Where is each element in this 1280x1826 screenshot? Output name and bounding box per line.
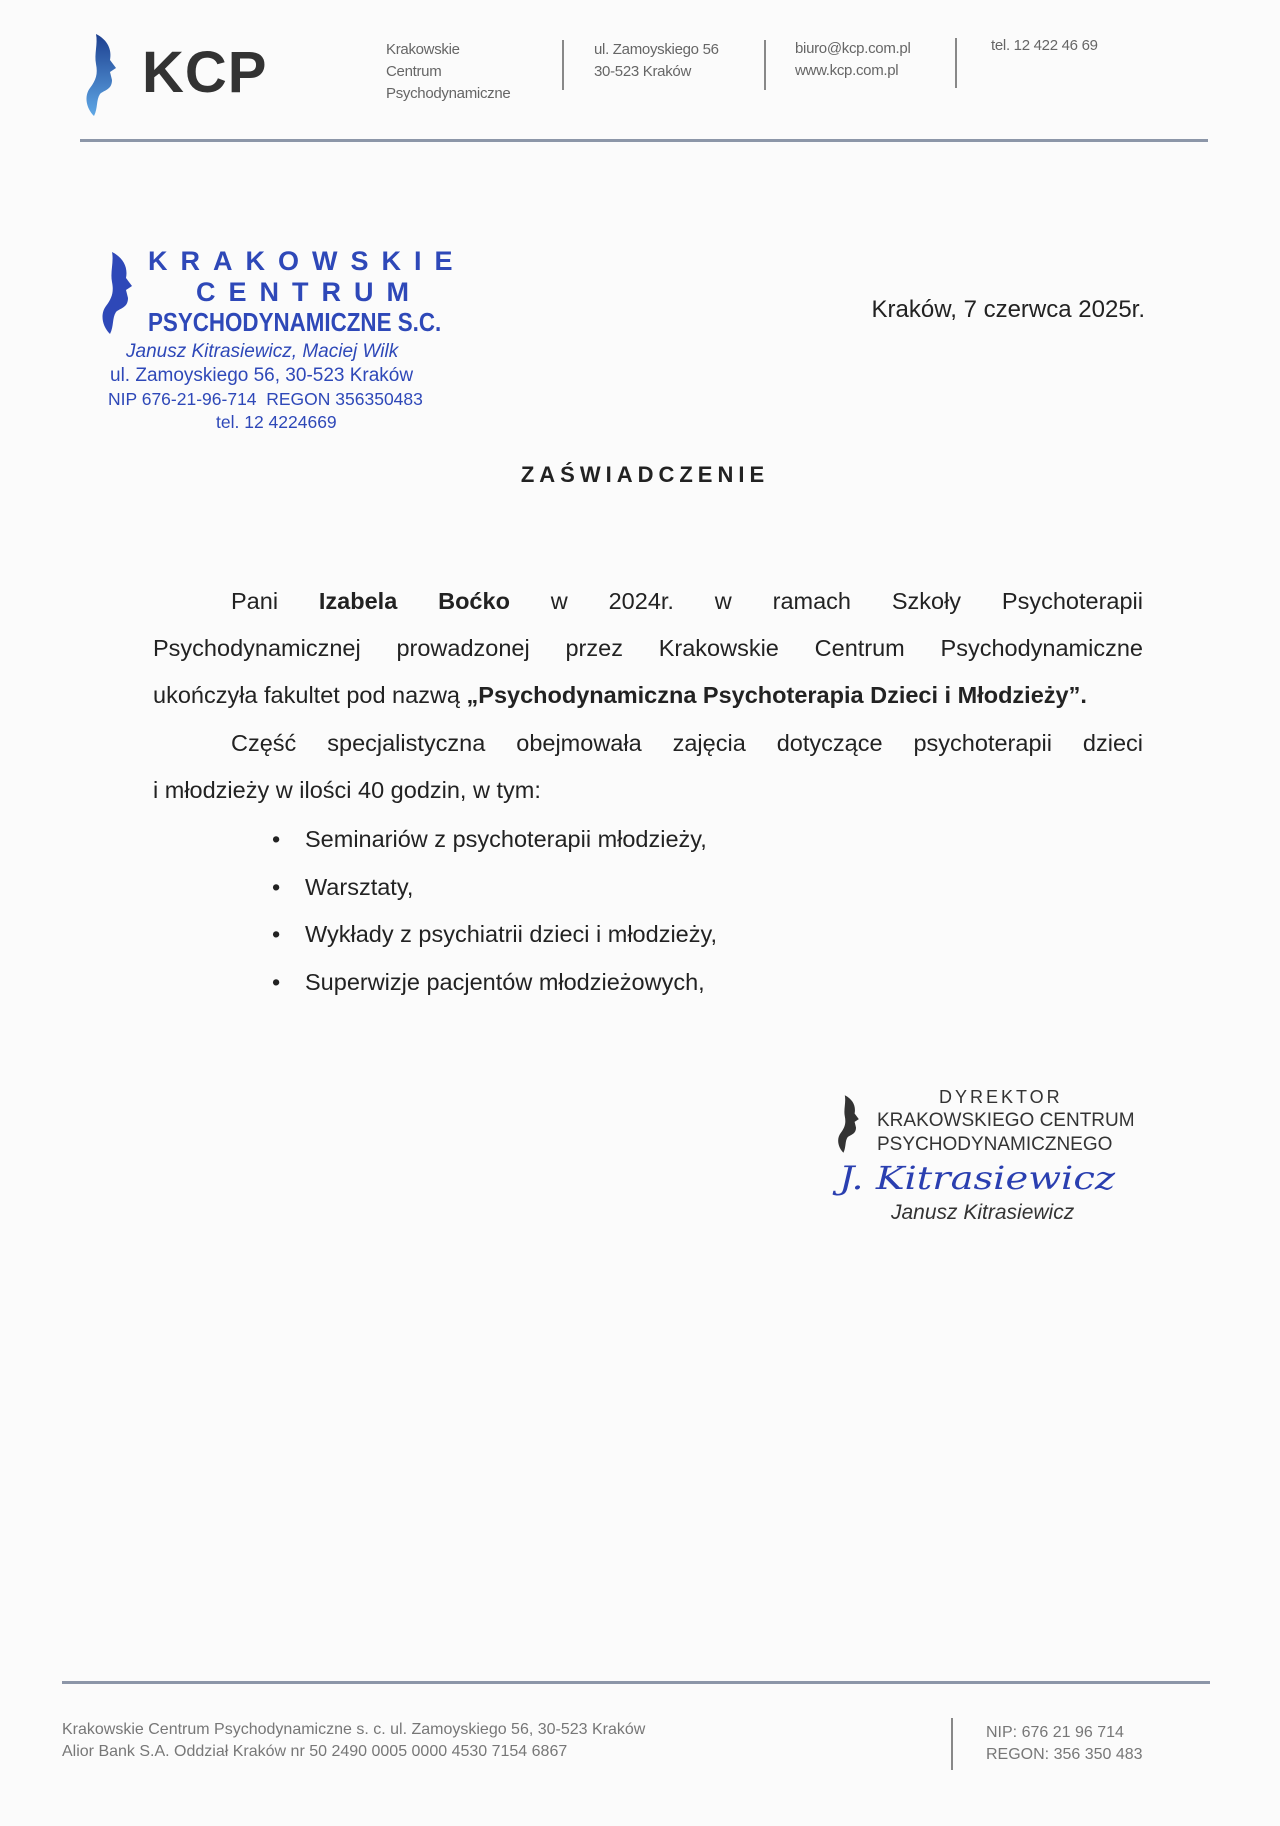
paragraph-line: Psychodynamicznej prowadzonej przez Krakowskie Centrum Psychodynamiczne: [153, 635, 1143, 661]
list-item: [272, 959, 717, 1007]
date: Kraków, 7 czerwca 2025r.: [871, 296, 1145, 323]
divider: [764, 40, 766, 90]
text: w: [714, 588, 732, 614]
director-title: PSYCHODYNAMICZNEGO: [877, 1134, 1113, 1155]
list-item-text: Superwizje pacjentów młodzieżowych,: [305, 968, 705, 995]
bullet-icon: •: [272, 826, 281, 852]
handwritten-signature: J. Kitrasiewicz: [839, 1159, 1116, 1197]
phone: tel. 12 422 46 69: [991, 37, 1098, 54]
footer-rule: [62, 1681, 1210, 1684]
stamp-profile-icon: [98, 248, 138, 338]
director-title: DYREKTOR: [939, 1087, 1063, 1107]
footer-nip: NIP: 676 21 96 714: [986, 1724, 1124, 1741]
bullet-icon: •: [272, 921, 281, 947]
director-title: KRAKOWSKIEGO CENTRUM: [877, 1110, 1135, 1131]
text: Pani: [231, 588, 279, 614]
stamp-address: ul. Zamoyskiego 56, 30-523 Kraków: [110, 365, 414, 386]
company-stamp: [96, 246, 486, 442]
paragraph-2: [153, 720, 1143, 814]
footer-regon: REGON: 356 350 483: [986, 1746, 1143, 1763]
text: 2024r.: [608, 588, 674, 614]
letterhead: [0, 0, 1280, 150]
divider: [955, 38, 957, 88]
text: Szkoły: [891, 588, 962, 614]
paragraph-line: [153, 578, 1143, 625]
head-profile-logo-icon: [82, 34, 122, 116]
document-title: ZAŚWIADCZENIE: [520, 462, 770, 487]
footer-line: Krakowskie Centrum Psychodynamiczne s. c. ul. Zamoyskiego 56, 30-523 Kraków: [62, 1721, 646, 1738]
text: ukończyła fakultet pod nazwą: [153, 682, 467, 708]
faculty-name: „Psychodynamiczna Psychoterapia Dzieci i Młodzieży”.: [466, 682, 1087, 708]
header-rule: [80, 139, 1208, 142]
bullet-icon: •: [272, 873, 281, 900]
paragraph-1: [153, 578, 1143, 719]
stamp-line2: CENTRUM: [196, 277, 422, 307]
list-item: [272, 911, 717, 959]
contact: [795, 38, 910, 82]
stamp-owners: Janusz Kitrasiewicz, Maciej Wilk: [126, 341, 399, 362]
paragraph-line: Część specjalistyczna obejmowała zajęcia dotyczące psychoterapii dzieci: [231, 730, 1143, 756]
course-list: [272, 816, 717, 1006]
org-name: [386, 39, 510, 105]
list-item-text: Seminariów z psychoterapii młodzieży,: [305, 826, 707, 852]
director-name: Janusz Kitrasiewicz: [891, 1201, 1075, 1224]
address-line: ul. Zamoyskiego 56: [594, 41, 719, 58]
stamp-line1: KRAKOWSKIE: [148, 246, 466, 276]
website-link[interactable]: www.kcp.com.pl: [795, 62, 899, 79]
divider: [951, 1718, 953, 1770]
org-line: Centrum: [386, 63, 442, 80]
org-line: Krakowskie: [386, 41, 460, 58]
stamp-ids: NIP 676-21-96-714 REGON 356350483: [108, 389, 423, 409]
paragraph-line: i młodzieży w ilości 40 godzin, w tym:: [153, 777, 541, 803]
paragraph-line: [153, 672, 1143, 719]
stamp-profile-icon: [835, 1089, 863, 1159]
stamp-line3: PSYCHODYNAMICZNE S.C.: [148, 307, 442, 337]
stamp-phone: tel. 12 4224669: [216, 412, 337, 432]
address: [594, 39, 719, 83]
address-line: 30-523 Kraków: [594, 63, 691, 80]
text: w: [550, 588, 568, 614]
list-item: [272, 864, 717, 912]
text: Psychoterapii: [1001, 588, 1143, 614]
recipient-name: Izabela Boćko: [318, 588, 510, 614]
text: ramach: [772, 588, 851, 614]
footer-line: Alior Bank S.A. Oddział Kraków nr 50 2490 0005 0000 4530 7154 6867: [62, 1743, 568, 1760]
list-item-text: Wykłady z psychiatrii dzieci i młodzieży,: [305, 921, 718, 947]
org-line: Psychodynamiczne: [386, 85, 511, 102]
logo-text: KCP: [142, 40, 268, 105]
list-item-text: Warsztaty,: [305, 873, 414, 900]
director-signature-block: [835, 1085, 1145, 1235]
divider: [562, 40, 564, 90]
footer-ids: [986, 1722, 1143, 1766]
footer-address: [62, 1719, 645, 1763]
bullet-icon: •: [272, 968, 281, 995]
email-link[interactable]: biuro@kcp.com.pl: [795, 40, 911, 57]
list-item: [272, 816, 717, 864]
